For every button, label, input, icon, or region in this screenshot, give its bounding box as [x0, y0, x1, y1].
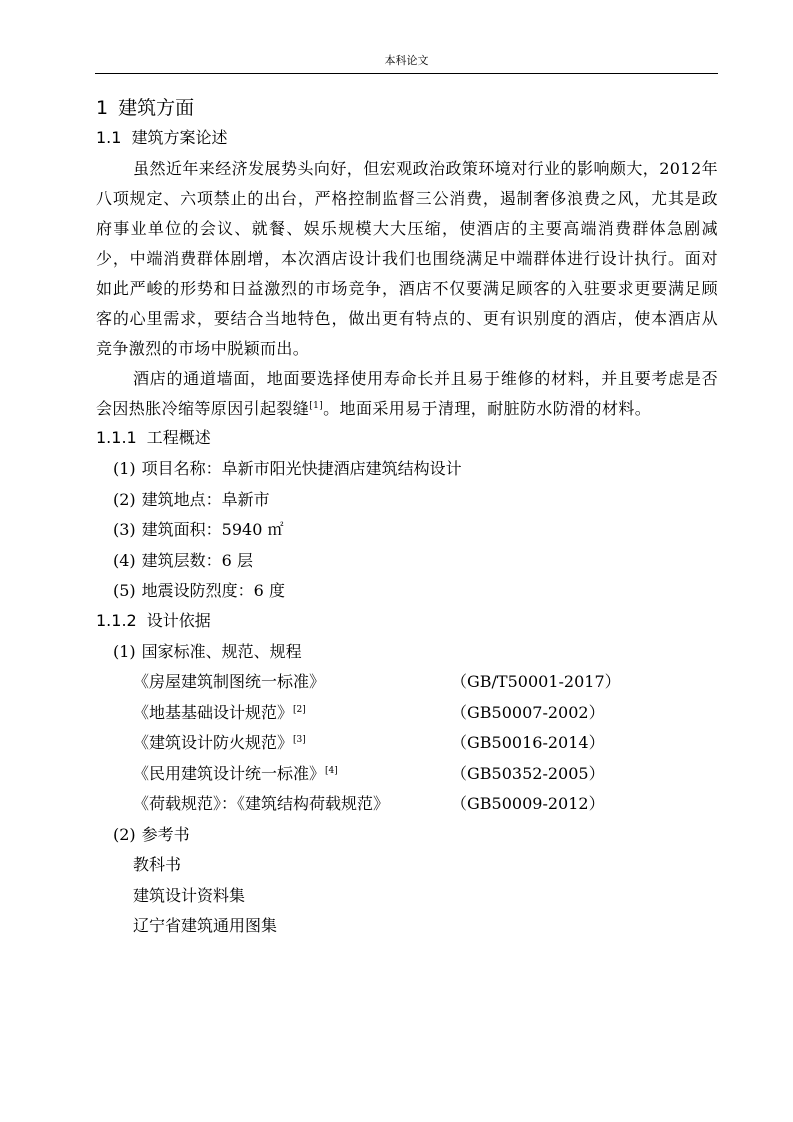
standard-name: 《荷载规范》：《建筑结构荷载规范》	[133, 794, 390, 813]
paragraph-materials	[96, 364, 718, 424]
standard-row	[96, 728, 718, 759]
standard-name: 《地基基础设计规范》	[133, 702, 294, 722]
list-item	[96, 515, 718, 546]
reference-book: 辽宁省建筑通用图集	[133, 916, 278, 935]
heading-title: 建筑方面	[118, 97, 195, 119]
list-text: 地震设防烈度：6 度	[141, 581, 285, 600]
document-body	[96, 94, 718, 942]
standard-code: （GB/T50001-2017）	[451, 672, 621, 691]
list-item	[96, 637, 718, 668]
heading-section-1-1-2	[96, 607, 718, 637]
citation-ref: [1]	[309, 401, 324, 411]
standard-row	[96, 698, 718, 729]
standard-name: 《民用建筑设计统一标准》	[133, 763, 326, 783]
list-text: 国家标准、规范、规程	[141, 641, 302, 661]
citation-ref: [2]	[293, 704, 306, 715]
list-text: 建筑地点：阜新市	[141, 489, 270, 509]
list-number: (5)	[113, 581, 136, 600]
standard-code: （GB50352-2005）	[451, 763, 605, 783]
list-text: 建筑层数：6 层	[141, 550, 253, 570]
page-header: 本科论文	[384, 54, 429, 67]
reference-book: 建筑设计资料集	[133, 885, 246, 905]
citation-ref: [3]	[293, 735, 306, 745]
standard-row	[96, 759, 718, 790]
list-item	[96, 485, 718, 516]
list-item	[96, 820, 718, 851]
header-rule	[95, 73, 718, 74]
standard-code: （GB50007-2002）	[451, 702, 605, 722]
heading-section-1-1	[96, 124, 718, 154]
paragraph-text: 酒店的通道墙面，地面要选择使用寿命长并且易于维修的材料，并且要考虑是否会因热胀冷缩等原因引起裂缝	[96, 369, 718, 418]
list-number: (2)	[113, 489, 136, 509]
heading-title: 建筑方案论述	[131, 128, 228, 147]
heading-number: 1.1	[96, 128, 122, 147]
list-text: 建筑面积：5940 ㎡	[141, 520, 284, 539]
heading-section-1	[96, 94, 718, 124]
list-item	[96, 576, 718, 607]
list-number: (2)	[113, 824, 136, 844]
standard-code: （GB50009-2012）	[451, 794, 605, 813]
heading-title: 设计依据	[146, 610, 211, 630]
heading-number: 1.1.2	[96, 610, 137, 630]
list-text: 参考书	[141, 824, 190, 844]
heading-title: 工程概述	[146, 428, 211, 447]
standard-row	[96, 789, 718, 820]
list-number: (1)	[113, 459, 136, 478]
list-number: (1)	[113, 641, 136, 661]
citation-ref: [4]	[325, 765, 338, 776]
list-number: (3)	[113, 520, 136, 539]
list-number: (4)	[113, 550, 136, 570]
heading-number: 1.1.1	[96, 428, 137, 447]
reference-book: 教科书	[133, 855, 182, 874]
standard-name: 《建筑设计防火规范》	[133, 733, 294, 752]
paragraph-intro: 虽然近年来经济发展势头向好，但宏观政治政策环境对行业的影响颇大，2012年八项规定、六项禁止的出台，严格控制监督三公消费，遏制奢侈浪费之风，尤其是政府事业单位的会议、就餐、娱乐规模大大压缩，使酒店的主要高端消费群体急剧减少，中端消费群体剧增，本次酒店设计我们也围绕满足中端群体进行设计执行。面对如此严峻的形势和日益激烈的市场竞争，酒店不仅要满足顾客的入驻要求更要满足顾客的心里需求，要结合当地特色，做出更有特点的、更有识别度的酒店，使本酒店从竞争激烈的市场中脱颖而出。	[96, 159, 718, 358]
heading-number: 1	[96, 97, 109, 119]
list-item	[96, 454, 718, 485]
standard-row	[96, 667, 718, 698]
standard-code: （GB50016-2014）	[451, 733, 605, 752]
list-text: 项目名称：阜新市阳光快捷酒店建筑结构设计	[141, 459, 462, 478]
heading-section-1-1-1	[96, 424, 718, 454]
paragraph-text: 。地面采用易于清理，耐脏防水防滑的材料。	[323, 399, 652, 418]
list-item	[96, 546, 718, 577]
standard-name: 《房屋建筑制图统一标准》	[133, 672, 326, 691]
